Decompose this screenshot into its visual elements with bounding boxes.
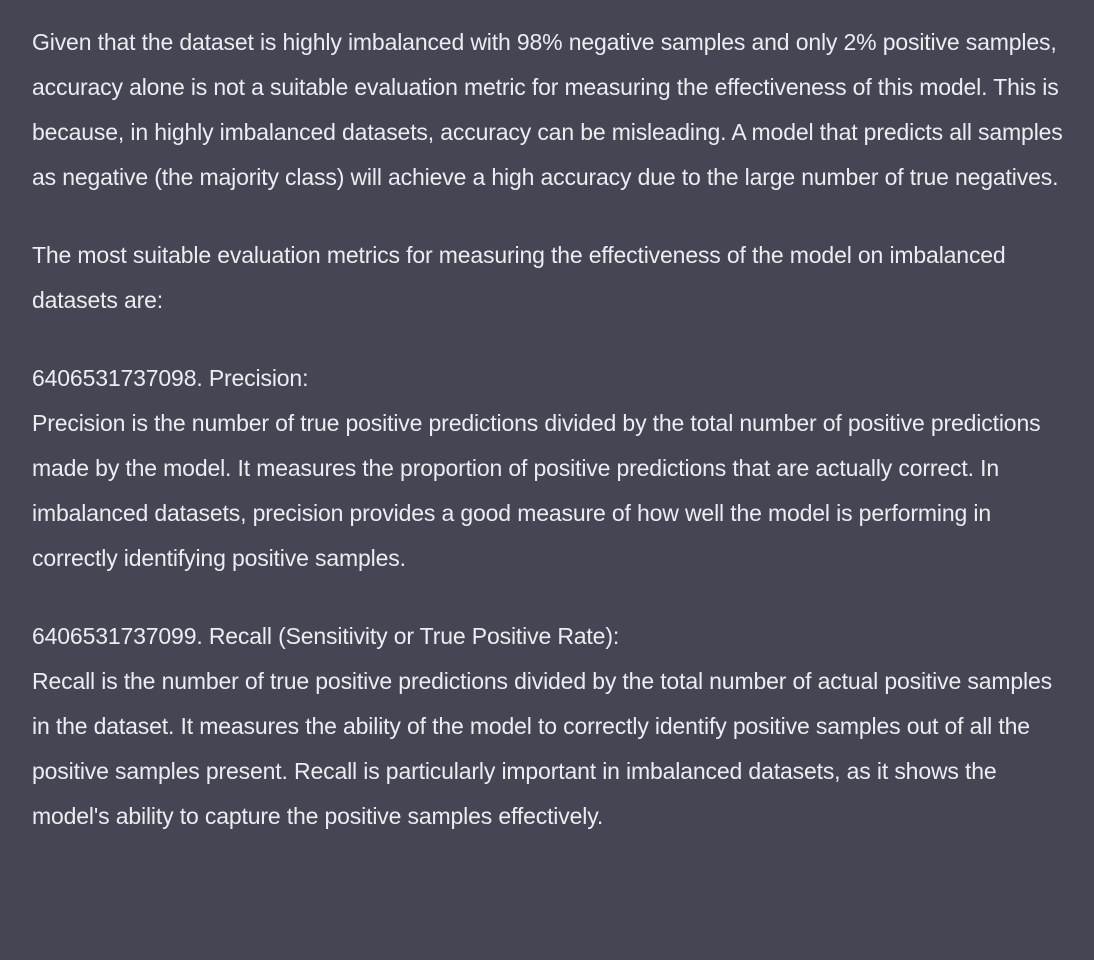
metric-item-recall	[32, 614, 1072, 839]
metric-description: Recall is the number of true positive predictions divided by the total number of actual positive samples in the dataset. It measures the ability of the model to correctly identify positive samples out of all the positive samples present. Recall is particularly important in imbalanced datasets, as it shows the model's ability to capture the positive samples effectively.	[32, 668, 1052, 829]
lead-paragraph: The most suitable evaluation metrics for measuring the effectiveness of the model on imbalanced datasets are:	[32, 242, 1006, 313]
metric-description: Precision is the number of true positive predictions divided by the total number of positive predictions made by the model. It measures the proportion of positive predictions that are actually correct. In imbalanced datasets, precision provides a good measure of how well the model is performing in correctly identifying positive samples.	[32, 410, 1041, 571]
metric-item-precision	[32, 356, 1072, 581]
metric-heading: 6406531737099. Recall (Sensitivity or True Positive Rate):	[32, 623, 620, 649]
intro-paragraph: Given that the dataset is highly imbalanced with 98% negative samples and only 2% positive samples, accuracy alone is not a suitable evaluation metric for measuring the effectiveness of this model. This is because, in highly imbalanced datasets, accuracy can be misleading. A model that predicts all samples as negative (the majority class) will achieve a high accuracy due to the large number of true negatives.	[32, 29, 1063, 190]
metric-heading: 6406531737098. Precision:	[32, 365, 309, 391]
